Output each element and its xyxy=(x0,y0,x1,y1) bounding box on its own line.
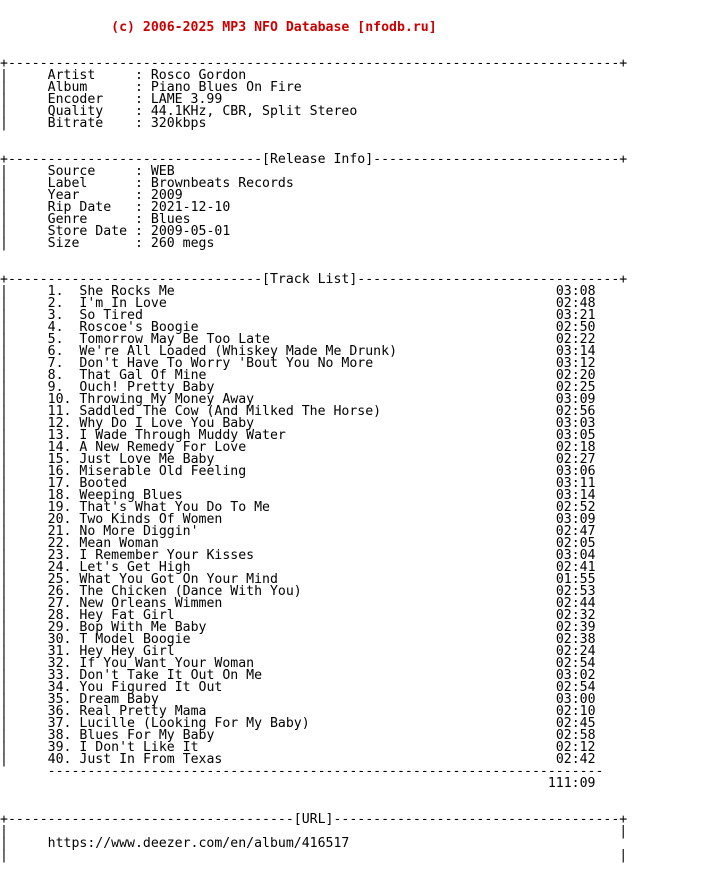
track-title: I'm In Love xyxy=(79,296,167,311)
track-number: 4. xyxy=(47,320,64,335)
track-row: | 17. Booted 03:11 xyxy=(0,476,596,491)
track-number: 17. xyxy=(47,476,72,491)
track-title: Dream Baby xyxy=(79,692,159,707)
track-number: 8. xyxy=(47,368,64,383)
track-time: 03:08 xyxy=(555,284,596,299)
track-title: The Chicken (Dance With You) xyxy=(79,584,302,599)
track-time: 02:54 xyxy=(555,656,596,671)
info-row: | Genre : Blues xyxy=(0,212,191,227)
info-key: Album xyxy=(47,80,88,95)
track-number: 7. xyxy=(47,356,64,371)
track-time: 03:02 xyxy=(555,668,596,683)
track-row: | 20. Two Kinds Of Women 03:09 xyxy=(0,512,596,527)
track-time: 03:09 xyxy=(555,512,596,527)
section-border: +--------------------------------[Release Info]-------------------------------+ xyxy=(0,152,628,167)
track-title: Lucille (Looking For My Baby) xyxy=(79,716,310,731)
track-row: | 8. That Gal Of Mine 02:20 xyxy=(0,368,596,383)
track-time: 02:56 xyxy=(555,404,596,419)
track-title: Don't Have To Worry 'Bout You No More xyxy=(79,356,374,371)
info-value: 320kbps xyxy=(150,116,207,131)
track-number: 31. xyxy=(47,644,72,659)
track-row: | 15. Just Love Me Baby 02:27 xyxy=(0,452,596,467)
info-row: | Encoder : LAME 3.99 xyxy=(0,92,223,107)
track-row: | 19. That's What You Do To Me 02:52 xyxy=(0,500,596,515)
track-time: 02:45 xyxy=(555,716,596,731)
track-number: 24. xyxy=(47,560,72,575)
section-border: +------------------------------------[URL]------------------------------------+ xyxy=(0,812,628,827)
track-title: New Orleans Wimmen xyxy=(79,596,223,611)
info-key: Size xyxy=(47,236,80,251)
copyright-line xyxy=(0,22,627,34)
track-row: | 6. We're All Loaded (Whiskey Made Me Drunk) 03:14 xyxy=(0,344,596,359)
track-title: So Tired xyxy=(79,308,143,323)
track-row: | 11. Saddled The Cow (And Milked The Horse) 02:56 xyxy=(0,404,596,419)
track-title: T Model Boogie xyxy=(79,632,191,647)
track-time: 03:00 xyxy=(555,692,596,707)
track-number: 1. xyxy=(47,284,64,299)
track-title: I Wade Through Muddy Water xyxy=(79,428,286,443)
track-number: 36. xyxy=(47,704,72,719)
track-time: 02:38 xyxy=(555,632,596,647)
track-time: 02:05 xyxy=(555,536,596,551)
track-time: 03:12 xyxy=(555,356,596,371)
track-row: | 22. Mean Woman 02:05 xyxy=(0,536,596,551)
track-number: 22. xyxy=(47,536,72,551)
track-title: Why Do I Love You Baby xyxy=(79,416,255,431)
track-title: Just Love Me Baby xyxy=(79,452,215,467)
info-value: Piano Blues On Fire xyxy=(150,80,302,95)
info-value: Blues xyxy=(150,212,191,227)
track-time: 02:58 xyxy=(555,728,596,743)
info-row: | Label : Brownbeats Records xyxy=(0,176,294,191)
track-time: 02:39 xyxy=(555,620,596,635)
info-value: 44.1KHz, CBR, Split Stereo xyxy=(150,104,358,119)
track-row: | 14. A New Remedy For Love 02:18 xyxy=(0,440,596,455)
track-row: | 16. Miserable Old Feeling 03:06 xyxy=(0,464,596,479)
track-time: 03:09 xyxy=(555,392,596,407)
track-number: 37. xyxy=(47,716,72,731)
info-row: | Artist : Rosco Gordon xyxy=(0,68,247,83)
info-key: Encoder xyxy=(47,92,104,107)
track-row: | 7. Don't Have To Worry 'Bout You No More 03:12 xyxy=(0,356,596,371)
track-time: 03:05 xyxy=(555,428,596,443)
track-time: 02:44 xyxy=(555,596,596,611)
track-title: Don't Take It Out On Me xyxy=(79,668,263,683)
section-title: [Track List] xyxy=(262,272,358,287)
track-row: | 40. Just In From Texas 02:42 xyxy=(0,752,596,767)
track-title: No More Diggin' xyxy=(79,524,199,539)
track-time: 02:27 xyxy=(555,452,596,467)
track-number: 38. xyxy=(47,728,72,743)
track-time: 02:52 xyxy=(555,500,596,515)
track-time: 02:20 xyxy=(555,368,596,383)
track-time: 02:10 xyxy=(555,704,596,719)
info-row: | Album : Piano Blues On Fire xyxy=(0,80,302,95)
info-key: Label xyxy=(47,176,88,191)
track-number: 35. xyxy=(47,692,72,707)
info-row: | Rip Date : 2021-12-10 xyxy=(0,200,231,215)
info-row: | Quality : 44.1KHz, CBR, Split Stereo xyxy=(0,104,358,119)
info-key: Source xyxy=(47,164,96,179)
track-number: 30. xyxy=(47,632,72,647)
track-number: 23. xyxy=(47,548,72,563)
track-number: 29. xyxy=(47,620,72,635)
copyright-text: (c) 2006-2025 MP3 NFO Database [nfodb.ru] xyxy=(111,20,437,35)
track-row: | 27. New Orleans Wimmen 02:44 xyxy=(0,596,596,611)
track-number: 19. xyxy=(47,500,72,515)
track-row: | 25. What You Got On Your Mind 01:55 xyxy=(0,572,596,587)
release-info-section xyxy=(0,154,627,250)
track-row: | 12. Why Do I Love You Baby 03:03 xyxy=(0,416,596,431)
track-row: | 3. So Tired 03:21 xyxy=(0,308,596,323)
track-row: | 26. The Chicken (Dance With You) 02:53 xyxy=(0,584,596,599)
blank-line: | | xyxy=(0,824,628,839)
main-info-section xyxy=(0,58,627,130)
track-row: | 35. Dream Baby 03:00 xyxy=(0,692,596,707)
track-number: 10. xyxy=(47,392,72,407)
info-key: Artist xyxy=(47,68,96,83)
track-number: 39. xyxy=(47,740,72,755)
track-number: 20. xyxy=(47,512,72,527)
track-time: 02:41 xyxy=(555,560,596,575)
track-row: | 2. I'm In Love 02:48 xyxy=(0,296,596,311)
track-time: 02:32 xyxy=(555,608,596,623)
track-title: Ouch! Pretty Baby xyxy=(79,380,215,395)
track-number: 28. xyxy=(47,608,72,623)
track-title: Saddled The Cow (And Milked The Horse) xyxy=(79,404,382,419)
info-key: Year xyxy=(47,188,80,203)
track-title: Booted xyxy=(79,476,128,491)
info-value: WEB xyxy=(150,164,175,179)
track-number: 14. xyxy=(47,440,72,455)
track-row: | 10. Throwing My Money Away 03:09 xyxy=(0,392,596,407)
track-title: Real Pretty Mama xyxy=(79,704,207,719)
track-title: That's What You Do To Me xyxy=(79,500,270,515)
info-value: 2021-12-10 xyxy=(150,200,231,215)
track-number: 5. xyxy=(47,332,64,347)
track-number: 18. xyxy=(47,488,72,503)
track-row: | 38. Blues For My Baby 02:58 xyxy=(0,728,596,743)
info-key: Store Date xyxy=(47,224,128,239)
track-time: 03:14 xyxy=(555,488,596,503)
track-time: 02:47 xyxy=(555,524,596,539)
track-title: Two Kinds Of Women xyxy=(79,512,223,527)
info-value: LAME 3.99 xyxy=(150,92,223,107)
track-number: 9. xyxy=(47,380,64,395)
track-title: Roscoe's Boogie xyxy=(79,320,199,335)
track-time: 02:50 xyxy=(555,320,596,335)
track-row: | 13. I Wade Through Muddy Water 03:05 xyxy=(0,428,596,443)
section-border: +--------------------------------[Track List]---------------------------------+ xyxy=(0,272,628,287)
track-number: 27. xyxy=(47,596,72,611)
section-title: [URL] xyxy=(293,812,334,827)
track-title: I Remember Your Kisses xyxy=(79,548,255,563)
track-row: | 5. Tomorrow May Be Too Late 02:22 xyxy=(0,332,596,347)
track-time: 03:03 xyxy=(555,416,596,431)
info-row: | Bitrate : 320kbps xyxy=(0,116,207,131)
track-title: Tomorrow May Be Too Late xyxy=(79,332,270,347)
album-url-link[interactable]: https://www.deezer.com/en/album/416517 xyxy=(47,836,350,851)
total-time: 111:09 xyxy=(547,776,596,791)
track-number: 12. xyxy=(47,416,72,431)
track-row: | 39. I Don't Like It 02:12 xyxy=(0,740,596,755)
track-row: | 28. Hey Fat Girl 02:32 xyxy=(0,608,596,623)
track-number: 21. xyxy=(47,524,72,539)
track-row: | 1. She Rocks Me 03:08 xyxy=(0,284,596,299)
track-title: Bop With Me Baby xyxy=(79,620,207,635)
section-title: [Release Info] xyxy=(262,152,374,167)
track-row: | 21. No More Diggin' 02:47 xyxy=(0,524,596,539)
track-time: 02:24 xyxy=(555,644,596,659)
track-title: You Figured It Out xyxy=(79,680,223,695)
track-row: | 4. Roscoe's Boogie 02:50 xyxy=(0,320,596,335)
track-time: 02:54 xyxy=(555,680,596,695)
track-title: If You Want Your Woman xyxy=(79,656,255,671)
track-number: 11. xyxy=(47,404,72,419)
info-value: Brownbeats Records xyxy=(150,176,294,191)
track-number: 34. xyxy=(47,680,72,695)
track-title: Throwing My Money Away xyxy=(79,392,255,407)
track-row: | 29. Bop With Me Baby 02:39 xyxy=(0,620,596,635)
info-row: | Year : 2009 xyxy=(0,188,183,203)
info-value: 2009-05-01 xyxy=(150,224,231,239)
track-row: | 33. Don't Take It Out On Me 03:02 xyxy=(0,668,596,683)
track-title: She Rocks Me xyxy=(79,284,175,299)
track-row: | 23. I Remember Your Kisses 03:04 xyxy=(0,548,596,563)
track-time: 02:22 xyxy=(555,332,596,347)
info-value: 2009 xyxy=(150,188,183,203)
info-row: | Size : 260 megs xyxy=(0,236,215,251)
track-number: 6. xyxy=(47,344,64,359)
track-number: 40. xyxy=(47,752,72,767)
track-row: | 30. T Model Boogie 02:38 xyxy=(0,632,596,647)
track-title: Just In From Texas xyxy=(79,752,223,767)
track-title: What You Got On Your Mind xyxy=(79,572,278,587)
track-number: 15. xyxy=(47,452,72,467)
track-number: 2. xyxy=(47,296,64,311)
track-title: Let's Get High xyxy=(79,560,191,575)
info-key: Rip Date xyxy=(47,200,112,215)
track-number: 16. xyxy=(47,464,72,479)
info-key: Quality xyxy=(47,104,104,119)
info-key: Genre xyxy=(47,212,88,227)
track-row: | 32. If You Want Your Woman 02:54 xyxy=(0,656,596,671)
track-number: 25. xyxy=(47,572,72,587)
track-time: 03:21 xyxy=(555,308,596,323)
url-section xyxy=(0,814,627,862)
url-row: | https://www.deezer.com/en/album/416517 xyxy=(0,836,350,851)
track-number: 26. xyxy=(47,584,72,599)
track-title: I Don't Like It xyxy=(79,740,199,755)
track-time: 02:25 xyxy=(555,380,596,395)
track-time: 02:18 xyxy=(555,440,596,455)
track-title: Mean Woman xyxy=(79,536,159,551)
info-row: | Source : WEB xyxy=(0,164,175,179)
track-row: | 37. Lucille (Looking For My Baby) 02:45 xyxy=(0,716,596,731)
section-border: +-----------------------------------------------------------------------------+ xyxy=(0,56,628,71)
track-title: Miserable Old Feeling xyxy=(79,464,247,479)
info-key: Bitrate xyxy=(47,116,104,131)
track-row: | 18. Weeping Blues 03:14 xyxy=(0,488,596,503)
track-time: 02:42 xyxy=(555,752,596,767)
blank-line: | | xyxy=(0,848,628,863)
track-number: 33. xyxy=(47,668,72,683)
track-row: | 34. You Figured It Out 02:54 xyxy=(0,680,596,695)
track-time: 02:48 xyxy=(555,296,596,311)
info-row: | Store Date : 2009-05-01 xyxy=(0,224,231,239)
track-row: | 36. Real Pretty Mama 02:10 xyxy=(0,704,596,719)
track-title: We're All Loaded (Whiskey Made Me Drunk) xyxy=(79,344,398,359)
track-time: 03:06 xyxy=(555,464,596,479)
track-title: Weeping Blues xyxy=(79,488,183,503)
track-title: A New Remedy For Love xyxy=(79,440,247,455)
info-value: 260 megs xyxy=(150,236,215,251)
track-time: 03:04 xyxy=(555,548,596,563)
track-title: Blues For My Baby xyxy=(79,728,215,743)
track-time: 02:53 xyxy=(555,584,596,599)
total-divider: ---------------------------------------------------------------------- xyxy=(0,764,604,779)
track-time: 03:14 xyxy=(555,344,596,359)
track-time: 03:11 xyxy=(555,476,596,491)
track-time: 02:12 xyxy=(555,740,596,755)
track-row: | 24. Let's Get High 02:41 xyxy=(0,560,596,575)
track-number: 13. xyxy=(47,428,72,443)
track-title: Hey Fat Girl xyxy=(79,608,175,623)
track-row: | 9. Ouch! Pretty Baby 02:25 xyxy=(0,380,596,395)
track-title: Hey Hey Girl xyxy=(79,644,175,659)
info-value: Rosco Gordon xyxy=(150,68,247,83)
track-list-section xyxy=(0,274,627,790)
track-title: That Gal Of Mine xyxy=(79,368,207,383)
track-number: 32. xyxy=(47,656,72,671)
track-number: 3. xyxy=(47,308,64,323)
track-row: | 31. Hey Hey Girl 02:24 xyxy=(0,644,596,659)
track-time: 01:55 xyxy=(555,572,596,587)
